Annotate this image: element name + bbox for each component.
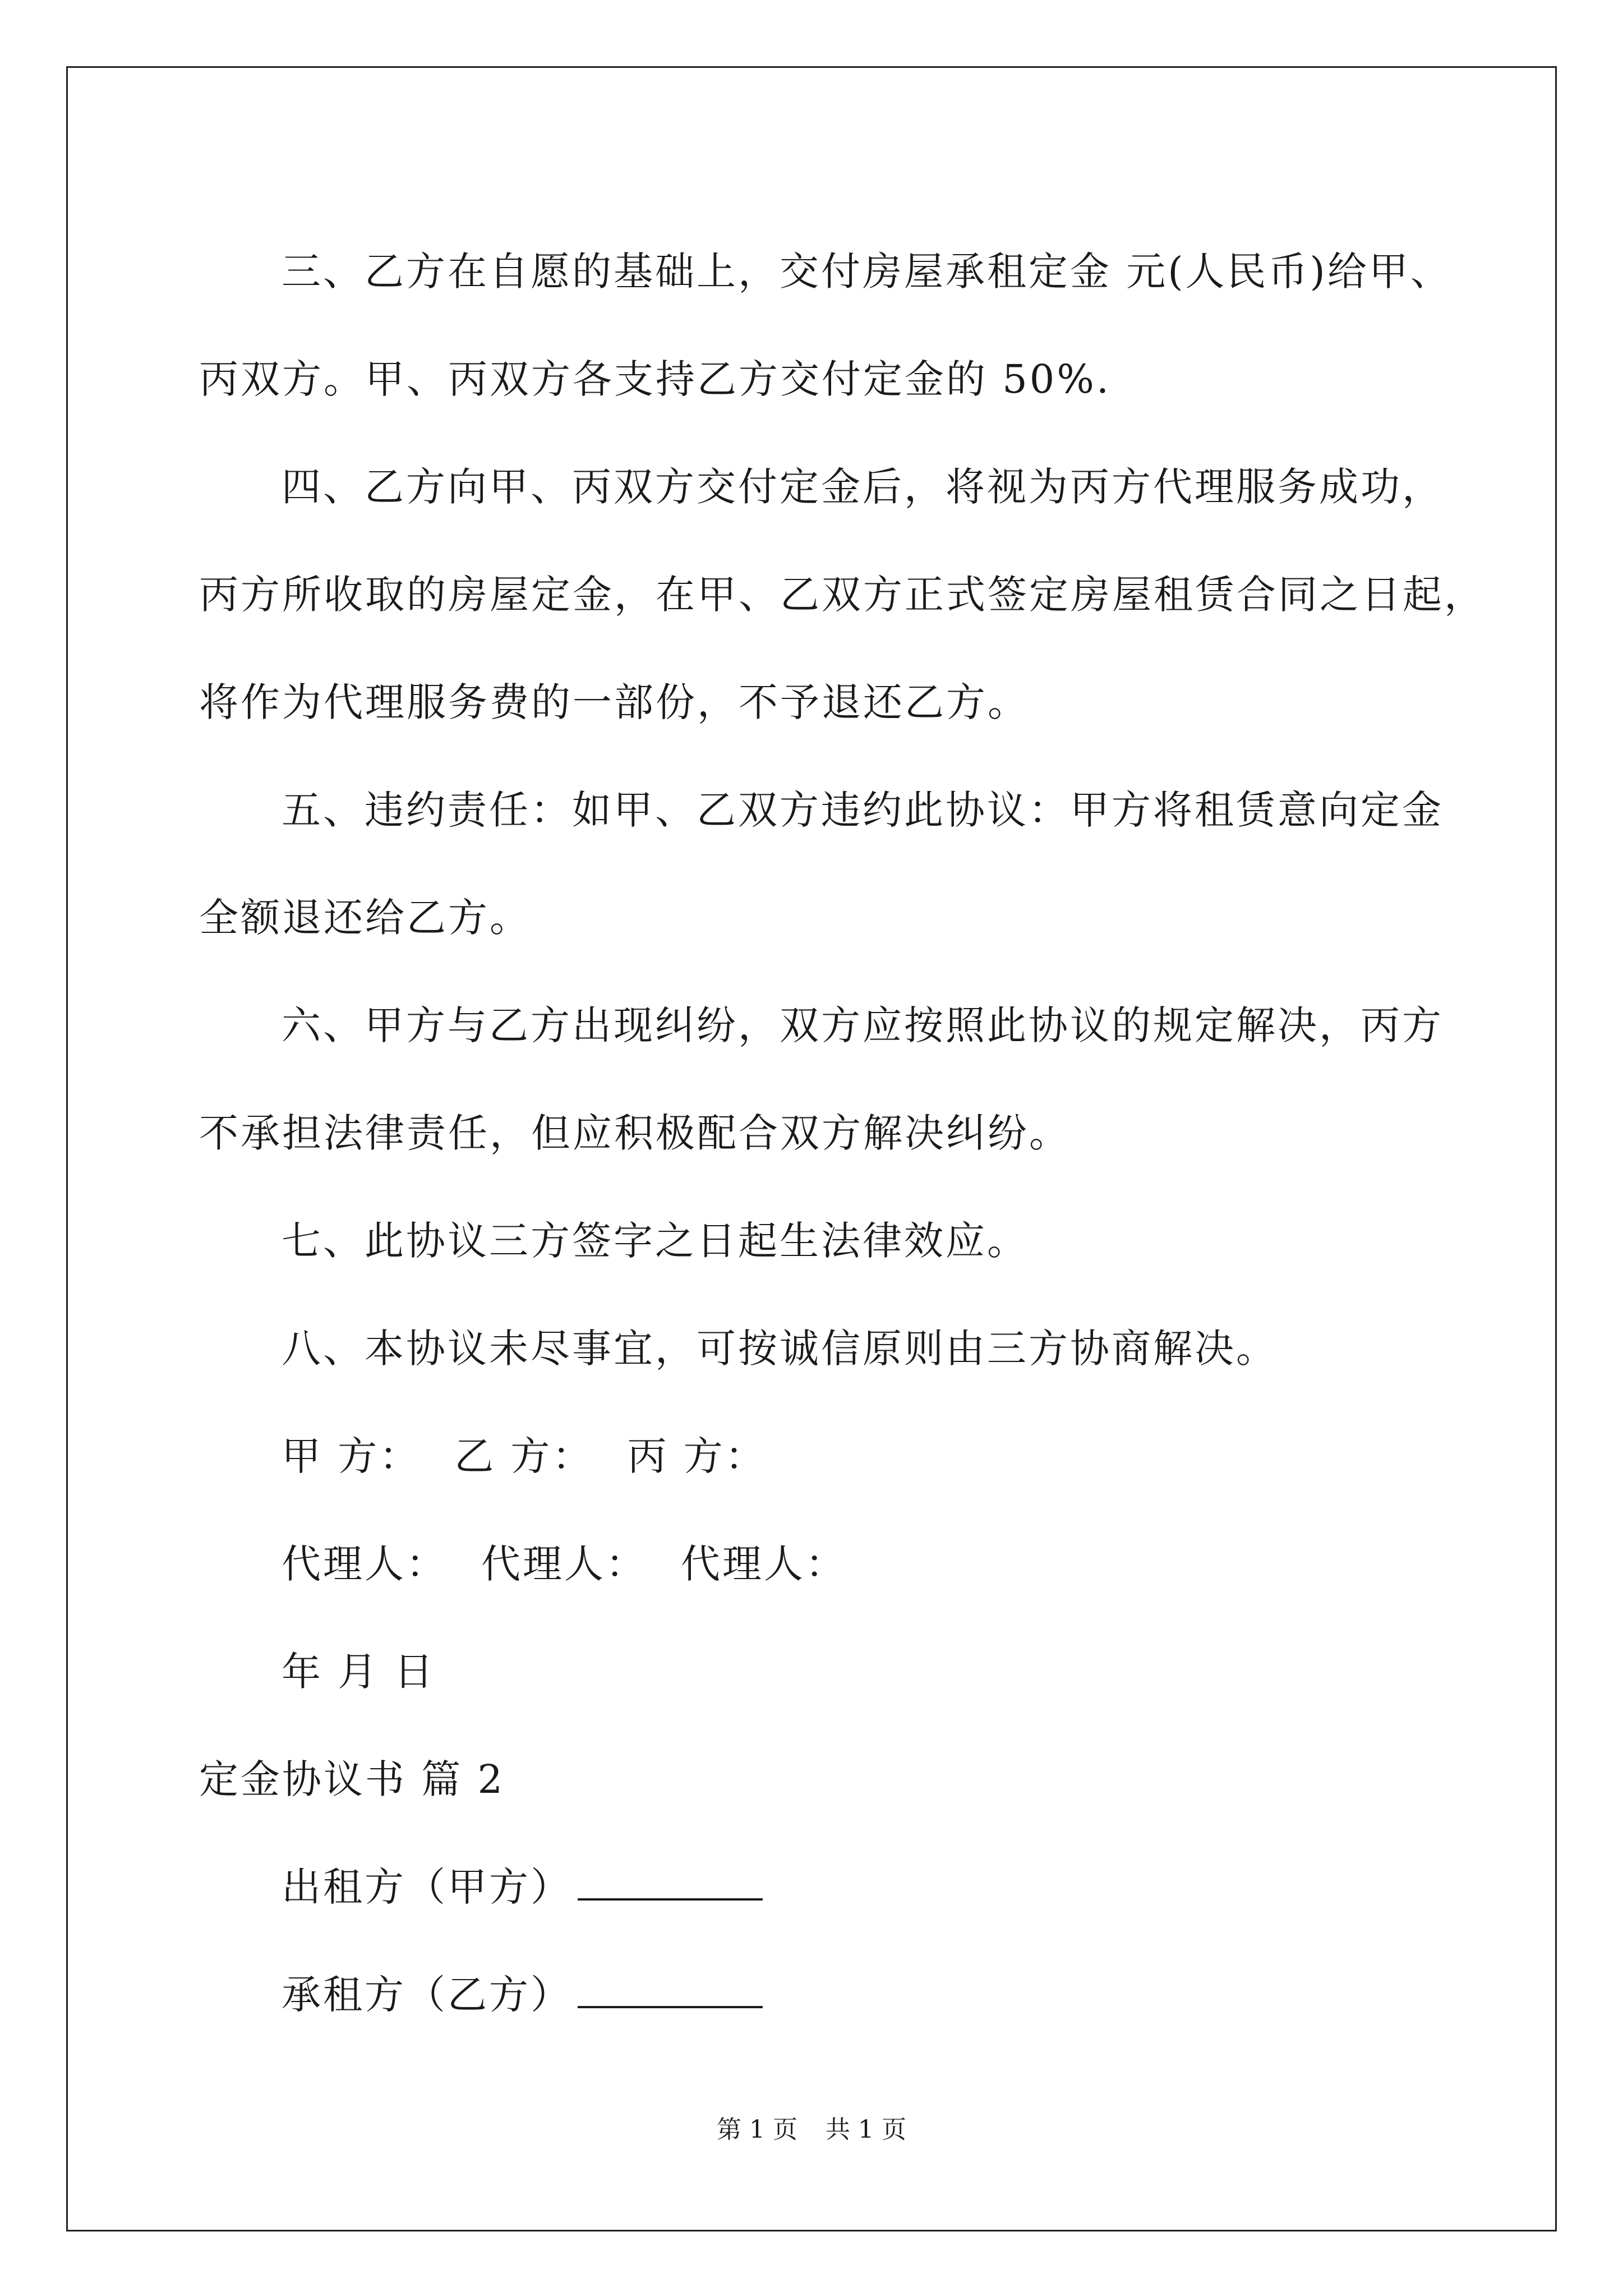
clause-7: 七、此协议三方签字之日起生法律效应。 [282,1218,1029,1264]
clause-3-line-1: 三、乙方在自愿的基础上，交付房屋承租定金 元(人民币)给甲、 [282,249,1452,295]
lessee-label: 承租方（乙方） [282,1972,572,2018]
document-body [199,218,1486,2049]
clause-6-line-1: 六、甲方与乙方出现纠纷，双方应按照此协议的规定解决，丙方 [282,1002,1444,1048]
lessor-blank-field [578,1865,763,1901]
clause-4-line-3: 将作为代理服务费的一部份，不予退还乙方。 [199,679,1029,725]
lessor-line [199,1833,1455,1941]
clause-4-line-2: 丙方所收取的房屋定金，在甲、乙双方正式签定房屋租赁合同之日起， [199,572,1486,618]
party-signature-row [199,1402,1455,1510]
lessee-line [199,1941,1455,2049]
clause-6-line-2: 不承担法律责任，但应积极配合双方解决纠纷。 [199,1110,1071,1156]
page-total: 共 1 页 [826,2115,906,2144]
clause-8: 八、本协议未尽事宜，可按诚信原则由三方协商解决。 [282,1326,1278,1372]
party-b-label: 乙 方： [454,1433,594,1479]
party-a-label: 甲 方： [282,1433,421,1479]
date-line: 年 月 日 [282,1649,436,1695]
clause-5-line-2: 全额退还给乙方。 [199,895,531,941]
agent-a-label: 代理人： [282,1541,448,1587]
lessor-label: 出租方（甲方） [282,1864,572,1910]
agent-signature-row [199,1510,1455,1618]
lessee-blank-field [578,1972,763,2008]
party-c-label: 丙 方： [627,1433,767,1479]
agent-c-label: 代理人： [681,1541,847,1587]
clause-3-line-2: 丙双方。甲、丙双方各支持乙方交付定金的 50%. [199,356,1112,402]
section-2-heading: 定金协议书 篇 2 [199,1756,505,1802]
clause-4-line-1: 四、乙方向甲、丙双方交付定金后，将视为丙方代理服务成功， [282,464,1444,510]
agent-b-label: 代理人： [481,1541,647,1587]
page-number: 第 1 页 [717,2115,797,2144]
page-footer [0,2109,1623,2145]
clause-5-line-1: 五、违约责任：如甲、乙双方违约此协议：甲方将租赁意向定金 [282,787,1444,833]
